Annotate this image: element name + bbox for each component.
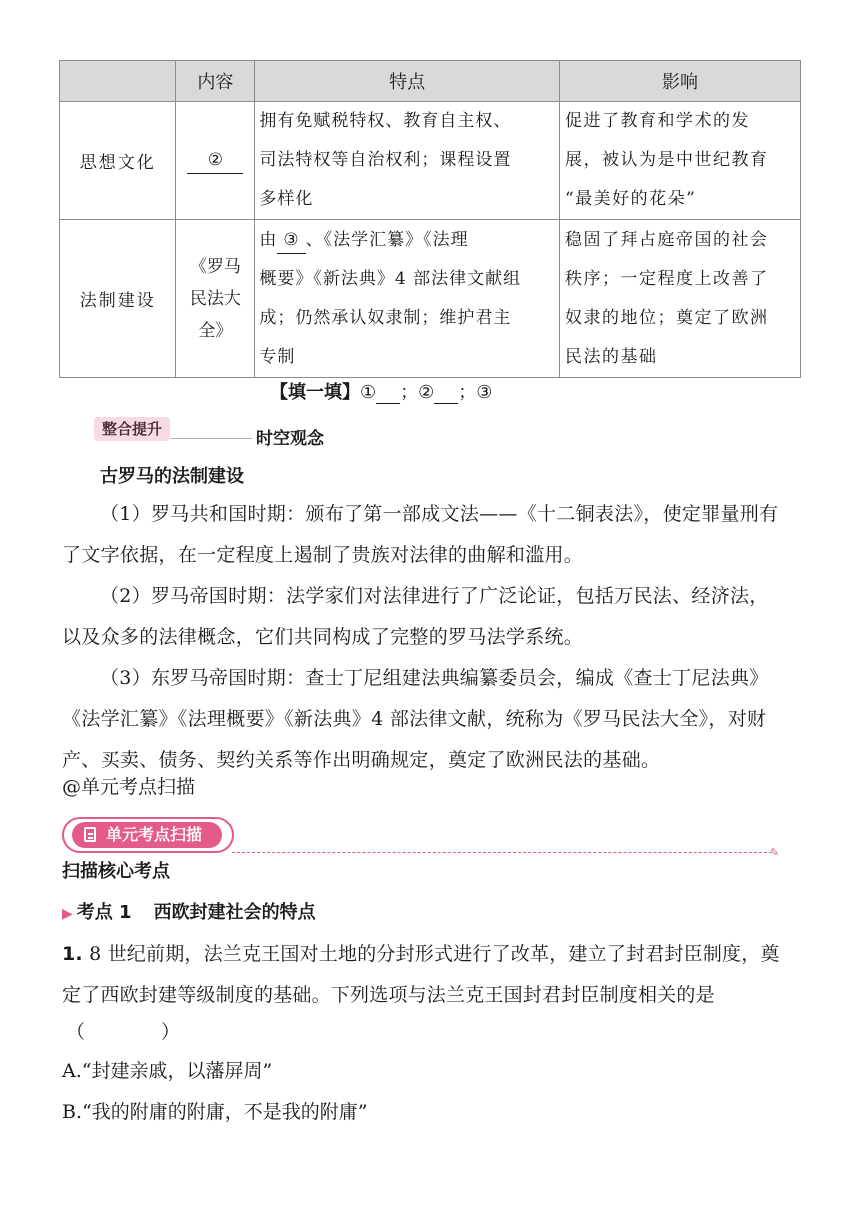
pen-icon: ✎ <box>770 846 780 859</box>
impact-line: 促进了教育和学术的发 <box>564 111 750 131</box>
content-line: 《罗马 <box>189 256 241 277</box>
kp-title: 西欧封建社会的特点 <box>153 902 316 923</box>
question-text <box>62 934 792 1016</box>
impact-line: 展，被认为是中世纪教育 <box>564 150 769 170</box>
dashed-divider <box>232 852 772 853</box>
table-row <box>60 220 801 378</box>
table-header-cell <box>60 61 176 102</box>
features-line: 专制 <box>259 346 296 367</box>
unit-banner-inner <box>72 822 222 848</box>
question-number: 1. <box>62 943 83 965</box>
key-point-heading <box>62 898 316 924</box>
impact-cell <box>559 220 800 378</box>
fill-item: ；② <box>400 382 435 403</box>
impact-cell <box>559 102 800 220</box>
fill-blank[interactable] <box>434 385 458 404</box>
impact-line: 民法的基础 <box>564 346 658 367</box>
content-cell <box>176 102 255 220</box>
impact-line: 奴隶的地位；奠定了欧洲 <box>564 307 769 328</box>
features-line: 司法特权等自治权利；课程设置 <box>259 150 512 170</box>
scan-title: 扫描核心考点 <box>62 861 170 882</box>
content-line: 民法大 <box>189 288 241 309</box>
fill-blank[interactable]: ③ <box>277 227 305 254</box>
impact-line: 秩序；一定程度上改善了 <box>564 268 769 289</box>
question-stem: 8 世纪前期，法兰克王国对土地的分封形式进行了改革，建立了封君封臣制度，奠定了西欧封建等级制度的基础。下列选项与法兰克王国封君封臣制度相关的是 <box>62 943 780 1006</box>
answer-paren[interactable]: （ ） <box>66 1021 181 1043</box>
table-header-cell: 特点 <box>255 61 560 102</box>
paragraph: （3）东罗马帝国时期：查士丁尼组建法典编纂委员会，编成《查士丁尼法典》《法学汇纂》《法理概要》《新法典》4 部法律文献，统称为《罗马民法大全》，对财产、买卖、债务、契约关系等作出明确规定，奠定了欧洲民法的基础。 <box>62 667 769 771</box>
features-prefix: 由 <box>259 229 278 250</box>
table-header-row <box>60 61 801 102</box>
impact-line: 稳固了拜占庭帝国的社会 <box>564 229 769 250</box>
integrate-title: 时空观念 <box>256 429 324 449</box>
unit-banner-label: 单元考点扫描 <box>106 825 203 844</box>
features-cell <box>255 220 560 378</box>
features-line: 概要》《新法典》4 部法律文献组 <box>259 268 522 289</box>
features-line: 多样化 <box>259 189 314 209</box>
features-line: 拥有免赋税特权、教育自主权、 <box>259 111 512 131</box>
content-cell <box>176 220 255 378</box>
fill-blank[interactable] <box>376 385 400 404</box>
features-text: 、《法学汇纂》《法理 <box>305 229 469 250</box>
table-row <box>60 102 801 220</box>
features-cell <box>255 102 560 220</box>
features-line: 成；仍然承认奴隶制；维护君主 <box>259 307 512 328</box>
triangle-icon: ▶ <box>62 906 73 922</box>
table-header-cell: 影响 <box>559 61 800 102</box>
paragraph: （2）罗马帝国时期：法学家们对法律进行了广泛论证，包括万民法、经济法，以及众多的法律概念，它们共同构成了完整的罗马法学系统。 <box>62 585 769 648</box>
integrate-badge: 整合提升 <box>94 417 170 441</box>
paragraph: （1）罗马共和国时期：颁布了第一部成文法——《十二铜表法》，使定罪量刑有了文字依据，在一定程度上遏制了贵族对法律的曲解和滥用。 <box>62 503 779 566</box>
section-title: 古罗马的法制建设 <box>100 466 244 487</box>
badge-underline <box>170 438 252 439</box>
fill-blank[interactable]: ② <box>187 147 243 174</box>
fill-label: 【填一填】 <box>270 382 360 403</box>
content-line: 全》 <box>198 320 233 341</box>
row-category: 思想文化 <box>60 102 176 220</box>
fill-item: ① <box>360 382 377 403</box>
kp-label: 考点 1 <box>76 902 132 923</box>
fill-item: ；③ <box>458 382 493 403</box>
unit-banner <box>62 817 234 853</box>
row-category: 法制建设 <box>60 220 176 378</box>
option-a[interactable]: A.“封建亲戚，以藩屏周” <box>62 1060 273 1082</box>
option-b[interactable]: B.“我的附庸的附庸，不是我的附庸” <box>62 1101 368 1123</box>
comparison-table <box>59 60 801 378</box>
impact-line: “最美好的花朵” <box>564 189 697 209</box>
fill-in-line <box>270 378 492 404</box>
features-line <box>255 221 559 260</box>
anchor-text: @单元考点扫描 <box>62 776 196 798</box>
table-header-cell: 内容 <box>176 61 255 102</box>
document-icon <box>84 827 96 842</box>
